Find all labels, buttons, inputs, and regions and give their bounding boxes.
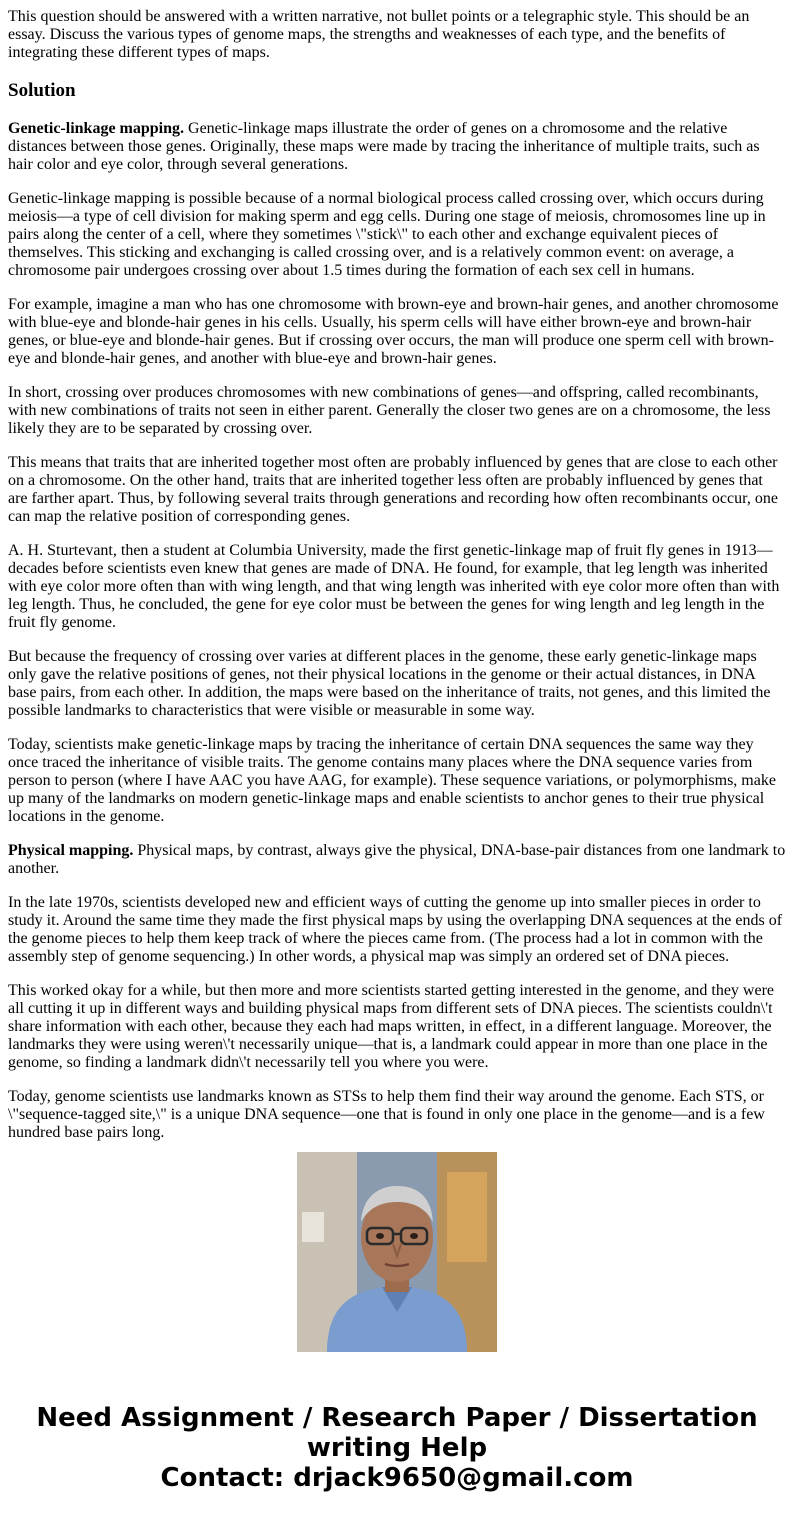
paragraph: This means that traits that are inherited together most often are probably influenced by genes that are close to each other on a chromosome. On the other hand, traits that are inherited together less often are probably influenced by genes that are farther apart. Thus, by following several traits through generations and recording how often recombinants occur, one can map the relative position of corresponding genes. (8, 454, 778, 525)
article-content (8, 8, 786, 1141)
physical-label: Physical mapping. (8, 842, 134, 859)
linkage-intro-text: Genetic-linkage maps illustrate the order of genes on a chromosome and the relative distances between those genes. Originally, these maps were made by tracing the inheritance of multiple traits, such as hair color and eye color, through several generations. (8, 120, 760, 173)
physical-intro-text: Physical maps, by contrast, always give the physical, DNA-base-pair distances from one landmark to another. (8, 842, 786, 877)
promo-line-1: Need Assignment / Research Paper / Dissertation (36, 1403, 758, 1433)
paragraph: But because the frequency of crossing over varies at different places in the genome, these early genetic-linkage maps only gave the relative positions of genes, not their physical locations in the genome or their actual distances, in DNA base pairs, from each other. In addition, the maps were based on the inheritance of traits, not genes, and this limited the possible landmarks to characteristics that were visible or measurable in some way. (8, 648, 771, 719)
avatar-portrait-image (297, 1152, 497, 1352)
paragraph: This worked okay for a while, but then more and more scientists started getting interested in the genome, and they were all cutting it up in different ways and building physical maps from different sets of DNA pieces. The scientists couldn\'t share information with each other, because they each had maps written, in effect, in a different language. Moreover, the landmarks they were using weren\'t necessarily unique—that is, a landmark could appear in more than one place in the genome, so finding a landmark didn\'t necessarily tell you where you were. (8, 982, 774, 1071)
paragraph: In the late 1970s, scientists developed new and efficient ways of cutting the genome up into smaller pieces in order to study it. Around the same time they made the first physical maps by using the overlapping DNA sequences at the ends of the genome pieces to help them keep track of where the pieces came from. (The process had a lot in common with the assembly step of genome sequencing.) In other words, a physical map was simply an ordered set of DNA pieces. (8, 894, 783, 965)
paragraph: Today, scientists make genetic-linkage maps by tracing the inheritance of certain DNA sequences the same way they once traced the inheritance of visible traits. The genome contains many places where the DNA sequence varies from person to person (where I have AAC you have AAG, for example). These sequence variations, or polymorphisms, make up many of the landmarks on modern genetic-linkage maps and enable scientists to anchor genes to their true physical locations in the genome. (8, 736, 776, 825)
linkage-intro-paragraph (8, 120, 786, 174)
promo-line-2: writing Help (306, 1433, 488, 1463)
linkage-label: Genetic-linkage mapping. (8, 120, 185, 137)
promo-contact: Contact: drjack9650@gmail.com (160, 1463, 634, 1493)
paragraph: Today, genome scientists use landmarks known as STSs to help them find their way around the genome. Each STS, or \"sequence-tagged site,\" is a unique DNA sequence—one that is found in only one place in the genome—and is a few hundred base pairs long. (8, 1088, 765, 1141)
physical-intro-paragraph (8, 842, 786, 878)
question-text: This question should be answered with a written narrative, not bullet points or a telegraphic style. This should be an essay. Discuss the various types of genome maps, the strengths and weaknesses of each type, and the benefits of integrating these different types of maps. (8, 8, 750, 61)
avatar (297, 1152, 497, 1352)
paragraph: For example, imagine a man who has one chromosome with brown-eye and brown-hair genes, and another chromosome with blue-eye and blonde-hair genes in his cells. Usually, his sperm cells will have either brown-eye and brown-hair genes, or blue-eye and blonde-hair genes. But if crossing over occurs, the man will produce one sperm cell with brown-eye and blonde-hair genes, and another with blue-eye and brown-hair genes. (8, 296, 779, 367)
paragraph: Genetic-linkage mapping is possible because of a normal biological process called crossing over, which occurs during meiosis—a type of cell division for making sperm and egg cells. During one stage of meiosis, chromosomes line up in pairs along the center of a cell, where they sometimes \"stick\" to each other and exchange equivalent pieces of themselves. This sticking and exchanging is called crossing over, and is a relatively common event: on average, a chromosome pair undergoes crossing over about 1.5 times during the formation of each sex cell in humans. (8, 190, 766, 279)
paragraph: In short, crossing over produces chromosomes with new combinations of genes—and offspring, called recombinants, with new combinations of traits not seen in either parent. Generally the closer two genes are on a chromosome, the less likely they are to be separated by crossing over. (8, 384, 771, 437)
solution-heading: Solution (8, 80, 76, 101)
promo-banner (0, 1403, 794, 1493)
paragraph: A. H. Sturtevant, then a student at Columbia University, made the first genetic-linkage map of fruit fly genes in 1913—decades before scientists even knew that genes are made of DNA. He found, for example, that leg length was inherited with eye color more often than with wing length, and that wing length was inherited with eye color more often than with leg length. Thus, he concluded, the gene for eye color must be between the genes for wing length and leg length in the fruit fly genome. (8, 542, 780, 631)
